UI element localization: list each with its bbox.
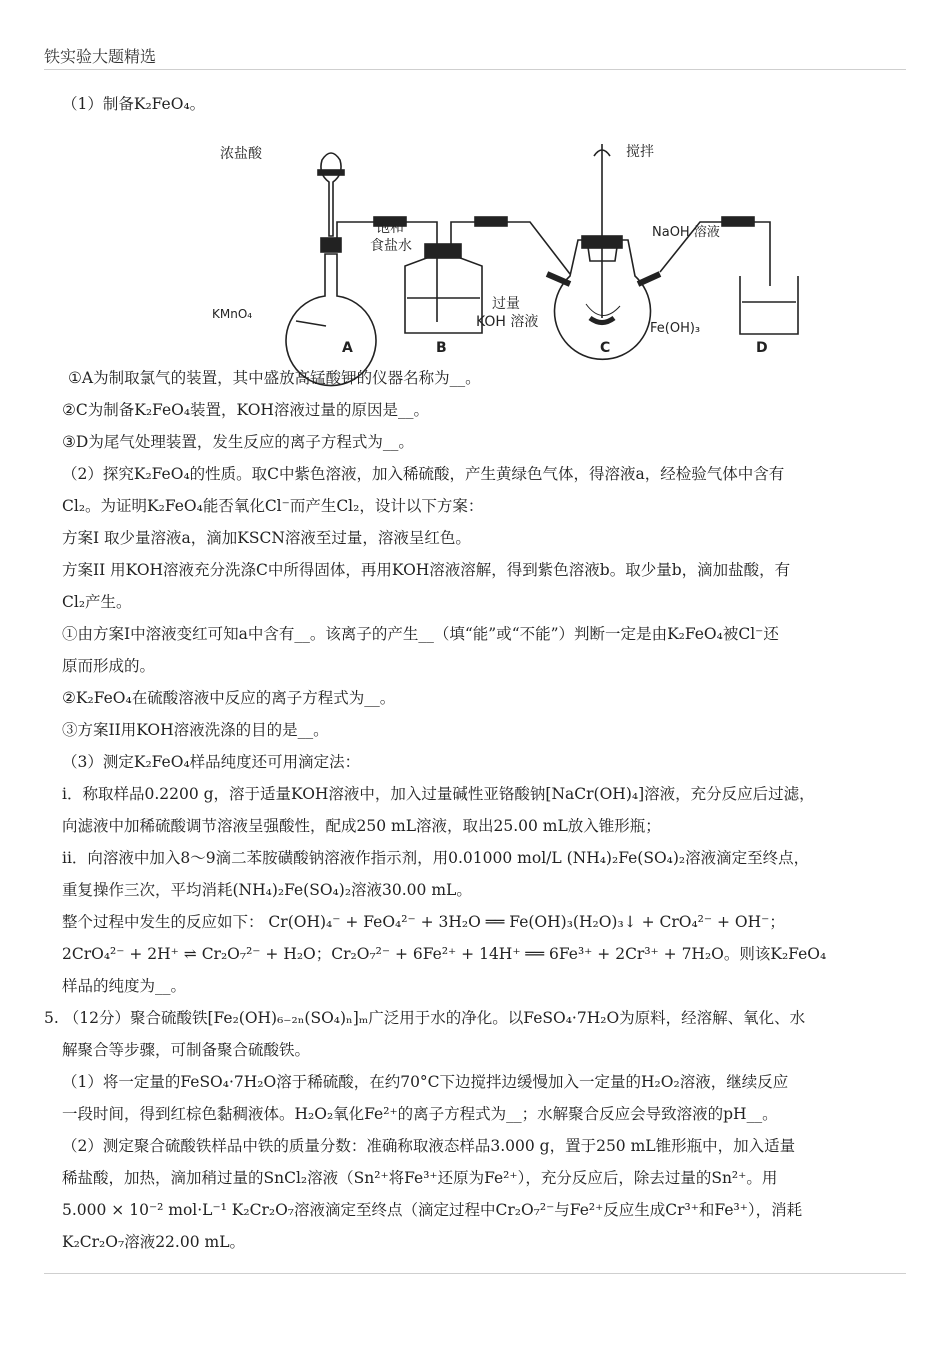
label-stir: 搅拌 <box>626 144 654 160</box>
label-b: B <box>436 340 447 356</box>
question-5-2: （2）测定聚合硫酸铁样品中铁的质量分数：准确称取液态样品3.000 g，置于250 mL锥形瓶中，加入适量 <box>62 1137 796 1155</box>
equation-2: 2CrO₄²⁻ + 2H⁺ ⇌ Cr₂O₇²⁻ + H₂O；Cr₂O₇²⁻ + 6Fe²⁺ + 14H⁺ ══ 6Fe³⁺ + 2Cr³⁺ + 7H₂O。则该K₂FeO₄ <box>62 945 827 963</box>
question-5-2-cont-3: K₂Cr₂O₇溶液22.00 mL。 <box>62 1233 245 1251</box>
label-koh-1: 过量 <box>492 296 520 312</box>
header-divider <box>44 69 906 70</box>
question-1-3: ③D为尾气处理装置，发生反应的离子方程式为__。 <box>62 433 414 451</box>
scheme-2-cont: Cl₂产生。 <box>62 593 132 611</box>
label-koh-2: KOH 溶液 <box>476 314 539 330</box>
equation-1: 整个过程中发生的反应如下： Cr(OH)₄⁻ + FeO₄²⁻ + 3H₂O ══ Fe(OH)₃(H₂O)₃↓ + CrO₄²⁻ + OH⁻； <box>62 913 785 931</box>
label-c: C <box>600 340 611 356</box>
question-5: 5. （12分）聚合硫酸铁[Fe₂(OH)₆₋₂ₙ(SO₄)ₙ]ₘ广泛用于水的净化。以FeSO₄·7H₂O为原料，经溶解、氧化、水 <box>44 1009 806 1027</box>
part2-heading-cont: Cl₂。为证明K₂FeO₄能否氧化Cl⁻而产生Cl₂，设计以下方案： <box>62 497 484 515</box>
label-d: D <box>756 340 768 356</box>
dropping-funnel <box>321 153 341 236</box>
label-hcl: 浓盐酸 <box>220 146 262 162</box>
scheme-1: 方案I 取少量溶液a，滴加KSCN溶液至过量，溶液呈红色。 <box>62 529 471 547</box>
question-5-2-cont-1: 稀盐酸，加热，滴加稍过量的SnCl₂溶液（Sn²⁺将Fe³⁺还原为Fe²⁺），充分反应后，除去过量的Sn²⁺。用 <box>62 1169 778 1187</box>
part1-heading: （1）制备K₂FeO₄。 <box>62 95 206 113</box>
label-naoh: NaOH 溶液 <box>652 225 720 240</box>
step-ii: ii．向溶液中加入8～9滴二苯胺磺酸钠溶液作指示剂，用0.01000 mol/L (NH₄)₂Fe(SO₄)₂溶液滴定至终点， <box>62 849 810 867</box>
beaker-d <box>740 276 798 334</box>
equation-3: 样品的纯度为__。 <box>62 977 187 995</box>
document-body <box>44 88 892 1258</box>
question-1-2: ②C为制备K₂FeO₄装置，KOH溶液过量的原因是__。 <box>62 401 429 419</box>
question-5-1-cont: 一段时间，得到红棕色黏稠液体。H₂O₂氧化Fe²⁺的离子方程式为__；水解聚合反应会导致溶液的pH__。 <box>62 1105 778 1123</box>
question-2-1-cont: 原而形成的。 <box>62 657 156 675</box>
question-5-cont: 解聚合等步骤，可制备聚合硫酸铁。 <box>62 1041 311 1059</box>
label-brine-1: 饱和 <box>376 220 404 236</box>
step-ii-cont: 重复操作三次，平均消耗(NH₄)₂Fe(SO₄)₂溶液30.00 mL。 <box>62 881 472 899</box>
label-brine-2: 食盐水 <box>370 238 412 254</box>
step-i-cont: 向滤液中加稀硫酸调节溶液呈强酸性，配成250 mL溶液，取出25.00 mL放入锥形瓶； <box>62 817 661 835</box>
step-i: i．称取样品0.2200 g，溶于适量KOH溶液中，加入过量碱性亚铬酸钠[NaCr(OH)₄]溶液，充分反应后过滤， <box>62 785 815 803</box>
part2-heading: （2）探究K₂FeO₄的性质。取C中紫色溶液，加入稀硫酸，产生黄绿色气体，得溶液a，经检验气体中含有 <box>62 465 785 483</box>
page-header-title: 铁实验大题精选 <box>44 47 157 66</box>
question-5-1: （1）将一定量的FeSO₄·7H₂O溶于稀硫酸，在约70°C下边搅拌边缓慢加入一定量的H₂O₂溶液，继续反应 <box>62 1073 789 1091</box>
tube-b-c <box>451 222 570 274</box>
question-5-2-cont-2: 5.000 × 10⁻² mol·L⁻¹ K₂Cr₂O₇溶液滴定至终点（滴定过程中Cr₂O₇²⁻与Fe²⁺反应生成Cr³⁺和Fe³⁺），消耗 <box>62 1201 803 1219</box>
question-1-1: ①A为制取氯气的装置，其中盛放高锰酸钾的仪器名称为__。 <box>68 369 481 387</box>
label-feoh3: Fe(OH)₃ <box>650 321 701 336</box>
question-2-1: ①由方案I中溶液变红可知a中含有__。该离子的产生__（填“能”或“不能”）判断一定是由K₂FeO₄被Cl⁻还 <box>62 625 779 643</box>
scheme-2: 方案II 用KOH溶液充分洗涤C中所得固体，再用KOH溶液溶解，得到紫色溶液b。取少量b，滴加盐酸，有 <box>62 561 791 579</box>
question-2-2: ②K₂FeO₄在硫酸溶液中反应的离子方程式为__。 <box>62 689 396 707</box>
bottle-b <box>405 256 482 333</box>
flask-a-liquid <box>296 321 326 326</box>
apparatus-diagram <box>62 126 892 356</box>
part3-heading: （3）测定K₂FeO₄样品纯度还可用滴定法： <box>62 753 361 771</box>
footer-divider <box>44 1273 906 1274</box>
apparatus-svg <box>210 126 768 356</box>
label-kmno4: KMnO₄ <box>212 307 253 321</box>
question-2-3: ③方案II用KOH溶液洗涤的目的是__。 <box>62 721 329 739</box>
label-a: A <box>342 340 353 356</box>
